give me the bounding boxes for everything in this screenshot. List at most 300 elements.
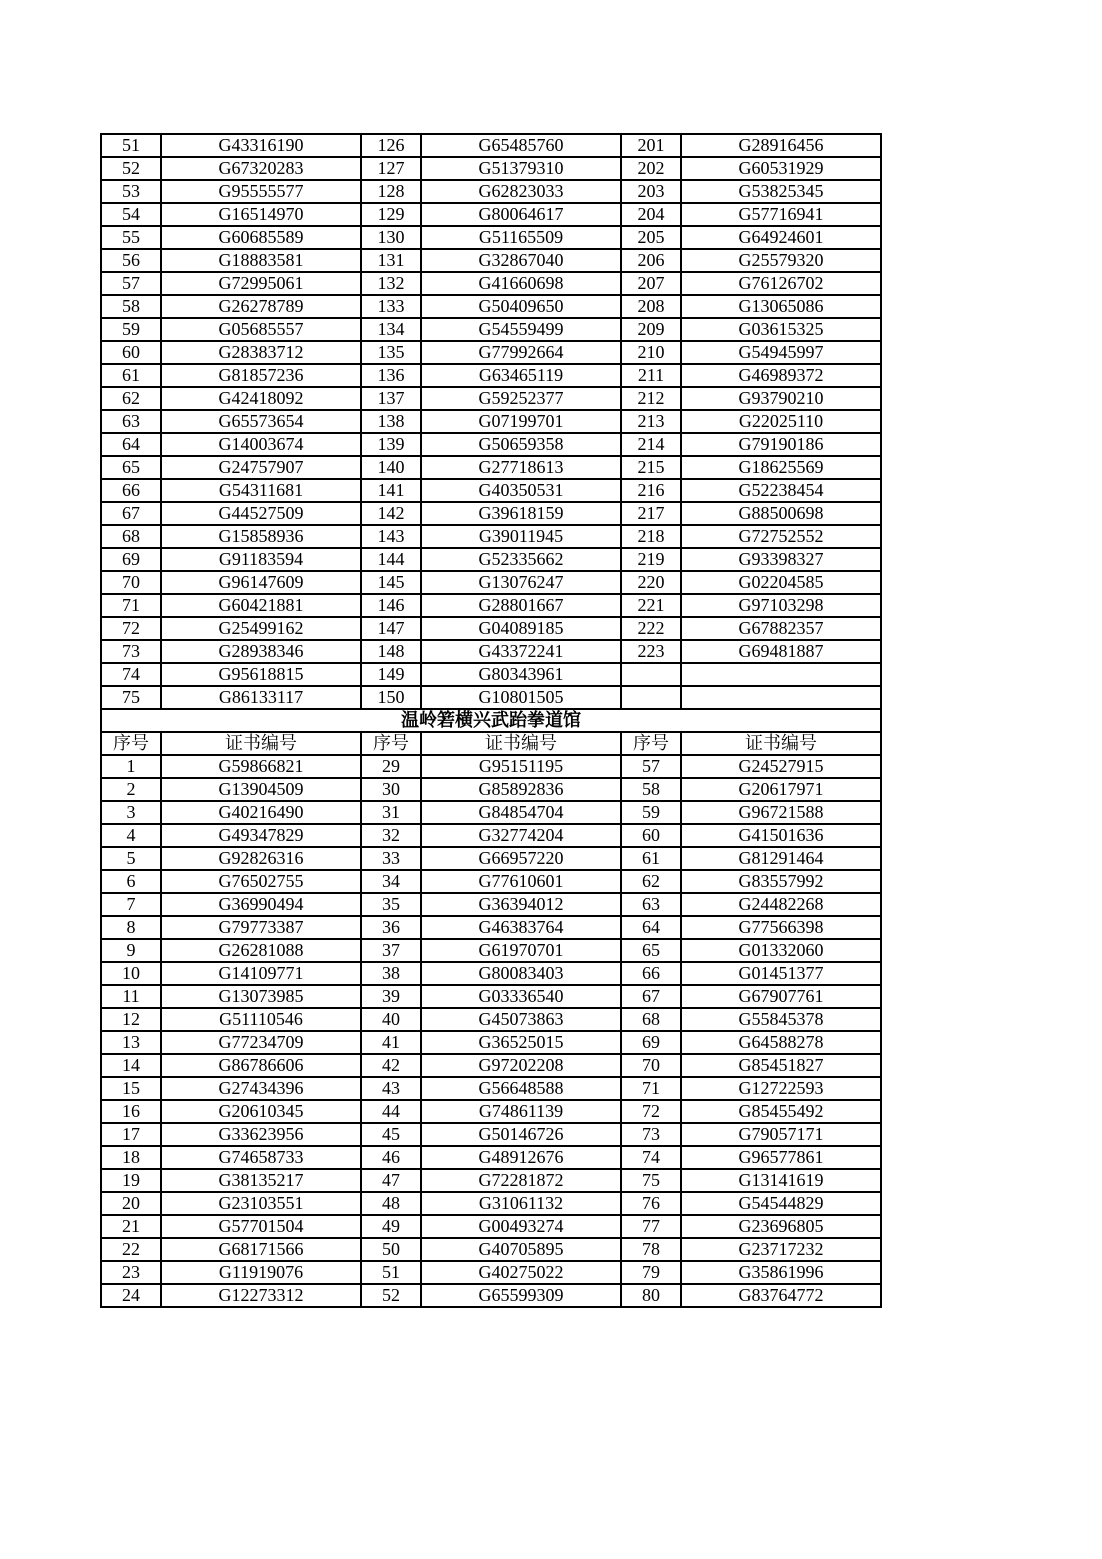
certificate-number-cell: G77566398 xyxy=(681,916,881,939)
certificate-number-cell: G25579320 xyxy=(681,249,881,272)
serial-number-cell: 142 xyxy=(361,502,421,525)
serial-number-cell: 79 xyxy=(621,1261,681,1284)
serial-number-cell: 203 xyxy=(621,180,681,203)
certificate-number-cell: G02204585 xyxy=(681,571,881,594)
serial-number-cell: 47 xyxy=(361,1169,421,1192)
certificate-number-cell: G51379310 xyxy=(421,157,621,180)
serial-number-cell: 16 xyxy=(101,1100,161,1123)
certificate-number-cell: G57716941 xyxy=(681,203,881,226)
serial-number-cell xyxy=(621,686,681,709)
serial-number-cell: 222 xyxy=(621,617,681,640)
serial-number-cell: 209 xyxy=(621,318,681,341)
serial-number-cell: 37 xyxy=(361,939,421,962)
certificate-number-cell: G92826316 xyxy=(161,847,361,870)
serial-number-cell: 61 xyxy=(101,364,161,387)
serial-number-cell: 74 xyxy=(101,663,161,686)
serial-number-cell: 22 xyxy=(101,1238,161,1261)
certificate-number-cell: G24482268 xyxy=(681,893,881,916)
certificate-number-cell: G91183594 xyxy=(161,548,361,571)
certificate-number-cell: G69481887 xyxy=(681,640,881,663)
certificate-table xyxy=(100,133,882,1308)
table-row xyxy=(101,870,881,893)
certificate-number-cell: G45073863 xyxy=(421,1008,621,1031)
serial-number-cell: 212 xyxy=(621,387,681,410)
table-row xyxy=(101,1100,881,1123)
certificate-number-cell: G01451377 xyxy=(681,962,881,985)
serial-number-cell: 35 xyxy=(361,893,421,916)
serial-number-cell: 15 xyxy=(101,1077,161,1100)
certificate-number-cell: G13073985 xyxy=(161,985,361,1008)
serial-number-cell: 69 xyxy=(621,1031,681,1054)
serial-number-cell: 31 xyxy=(361,801,421,824)
serial-number-cell: 44 xyxy=(361,1100,421,1123)
serial-number-cell: 3 xyxy=(101,801,161,824)
serial-number-cell: 135 xyxy=(361,341,421,364)
serial-number-cell: 58 xyxy=(621,778,681,801)
table-row xyxy=(101,1261,881,1284)
certificate-number-cell: G60421881 xyxy=(161,594,361,617)
serial-number-cell: 14 xyxy=(101,1054,161,1077)
table-row xyxy=(101,1238,881,1261)
serial-number-cell: 2 xyxy=(101,778,161,801)
certificate-number-cell: G52238454 xyxy=(681,479,881,502)
certificate-number-cell: G43372241 xyxy=(421,640,621,663)
certificate-number-cell: G67320283 xyxy=(161,157,361,180)
certificate-number-cell: G40216490 xyxy=(161,801,361,824)
header-serial-number: 序号 xyxy=(101,732,161,755)
table-row xyxy=(101,1215,881,1238)
serial-number-cell: 73 xyxy=(621,1123,681,1146)
serial-number-cell: 128 xyxy=(361,180,421,203)
serial-number-cell: 149 xyxy=(361,663,421,686)
certificate-number-cell: G31061132 xyxy=(421,1192,621,1215)
certificate-number-cell: G13065086 xyxy=(681,295,881,318)
serial-number-cell: 9 xyxy=(101,939,161,962)
table-row xyxy=(101,824,881,847)
table-row xyxy=(101,318,881,341)
table-row xyxy=(101,387,881,410)
serial-number-cell: 71 xyxy=(621,1077,681,1100)
table-row xyxy=(101,157,881,180)
certificate-number-cell: G15858936 xyxy=(161,525,361,548)
serial-number-cell: 134 xyxy=(361,318,421,341)
table-row xyxy=(101,479,881,502)
serial-number-cell: 75 xyxy=(621,1169,681,1192)
certificate-number-cell: G54559499 xyxy=(421,318,621,341)
serial-number-cell: 219 xyxy=(621,548,681,571)
serial-number-cell: 78 xyxy=(621,1238,681,1261)
certificate-number-cell: G83764772 xyxy=(681,1284,881,1307)
serial-number-cell: 208 xyxy=(621,295,681,318)
serial-number-cell: 8 xyxy=(101,916,161,939)
certificate-number-cell: G81291464 xyxy=(681,847,881,870)
certificate-number-cell: G32774204 xyxy=(421,824,621,847)
certificate-number-cell: G28383712 xyxy=(161,341,361,364)
certificate-number-cell: G38135217 xyxy=(161,1169,361,1192)
serial-number-cell: 73 xyxy=(101,640,161,663)
serial-number-cell: 127 xyxy=(361,157,421,180)
certificate-number-cell: G93398327 xyxy=(681,548,881,571)
certificate-number-cell: G11919076 xyxy=(161,1261,361,1284)
certificate-number-cell: G27434396 xyxy=(161,1077,361,1100)
table-row xyxy=(101,939,881,962)
certificate-number-cell: G80083403 xyxy=(421,962,621,985)
serial-number-cell: 51 xyxy=(101,134,161,157)
table-row xyxy=(101,364,881,387)
serial-number-cell: 52 xyxy=(361,1284,421,1307)
table-row xyxy=(101,272,881,295)
certificate-number-cell: G22025110 xyxy=(681,410,881,433)
serial-number-cell: 77 xyxy=(621,1215,681,1238)
certificate-number-cell: G97103298 xyxy=(681,594,881,617)
certificate-number-cell: G83557992 xyxy=(681,870,881,893)
certificate-number-cell: G00493274 xyxy=(421,1215,621,1238)
certificate-number-cell: G95618815 xyxy=(161,663,361,686)
certificate-number-cell: G03336540 xyxy=(421,985,621,1008)
table-row xyxy=(101,686,881,709)
certificate-number-cell: G23717232 xyxy=(681,1238,881,1261)
certificate-number-cell: G50146726 xyxy=(421,1123,621,1146)
serial-number-cell: 68 xyxy=(621,1008,681,1031)
certificate-number-cell: G54311681 xyxy=(161,479,361,502)
certificate-number-cell: G39618159 xyxy=(421,502,621,525)
certificate-number-cell: G85455492 xyxy=(681,1100,881,1123)
certificate-number-cell: G59866821 xyxy=(161,755,361,778)
certificate-number-cell: G48912676 xyxy=(421,1146,621,1169)
serial-number-cell: 20 xyxy=(101,1192,161,1215)
table-row xyxy=(101,525,881,548)
table-row xyxy=(101,1077,881,1100)
certificate-number-cell: G36525015 xyxy=(421,1031,621,1054)
serial-number-cell: 72 xyxy=(621,1100,681,1123)
certificate-number-cell: G18883581 xyxy=(161,249,361,272)
certificate-number-cell: G36990494 xyxy=(161,893,361,916)
table-row xyxy=(101,203,881,226)
certificate-number-cell: G79773387 xyxy=(161,916,361,939)
certificate-number-cell: G85892836 xyxy=(421,778,621,801)
table-row xyxy=(101,1146,881,1169)
serial-number-cell: 143 xyxy=(361,525,421,548)
certificate-number-cell: G81857236 xyxy=(161,364,361,387)
serial-number-cell: 218 xyxy=(621,525,681,548)
certificate-number-cell: G51165509 xyxy=(421,226,621,249)
certificate-number-cell: G72281872 xyxy=(421,1169,621,1192)
serial-number-cell: 74 xyxy=(621,1146,681,1169)
serial-number-cell: 63 xyxy=(101,410,161,433)
serial-number-cell: 32 xyxy=(361,824,421,847)
serial-number-cell: 131 xyxy=(361,249,421,272)
header-certificate-number: 证书编号 xyxy=(421,732,621,755)
section-title-row xyxy=(101,709,881,732)
serial-number-cell: 33 xyxy=(361,847,421,870)
serial-number-cell: 70 xyxy=(621,1054,681,1077)
header-certificate-number: 证书编号 xyxy=(161,732,361,755)
serial-number-cell: 146 xyxy=(361,594,421,617)
serial-number-cell: 51 xyxy=(361,1261,421,1284)
certificate-number-cell: G88500698 xyxy=(681,502,881,525)
serial-number-cell: 52 xyxy=(101,157,161,180)
table-row xyxy=(101,893,881,916)
serial-number-cell: 210 xyxy=(621,341,681,364)
serial-number-cell: 150 xyxy=(361,686,421,709)
certificate-number-cell: G54945997 xyxy=(681,341,881,364)
serial-number-cell: 62 xyxy=(101,387,161,410)
serial-number-cell: 24 xyxy=(101,1284,161,1307)
certificate-number-cell: G60685589 xyxy=(161,226,361,249)
certificate-number-cell xyxy=(681,686,881,709)
certificate-number-cell: G85451827 xyxy=(681,1054,881,1077)
serial-number-cell: 70 xyxy=(101,571,161,594)
serial-number-cell: 137 xyxy=(361,387,421,410)
table-row xyxy=(101,249,881,272)
serial-number-cell xyxy=(621,663,681,686)
certificate-number-cell: G65573654 xyxy=(161,410,361,433)
serial-number-cell: 6 xyxy=(101,870,161,893)
table-row xyxy=(101,778,881,801)
serial-number-cell: 60 xyxy=(621,824,681,847)
certificate-number-cell: G03615325 xyxy=(681,318,881,341)
certificate-number-cell: G26281088 xyxy=(161,939,361,962)
certificate-number-cell: G65485760 xyxy=(421,134,621,157)
serial-number-cell: 132 xyxy=(361,272,421,295)
serial-number-cell: 30 xyxy=(361,778,421,801)
certificate-number-cell: G51110546 xyxy=(161,1008,361,1031)
certificate-number-cell: G49347829 xyxy=(161,824,361,847)
certificate-number-cell: G05685557 xyxy=(161,318,361,341)
certificate-number-cell: G26278789 xyxy=(161,295,361,318)
serial-number-cell: 66 xyxy=(621,962,681,985)
certificate-number-cell: G80343961 xyxy=(421,663,621,686)
serial-number-cell: 67 xyxy=(621,985,681,1008)
certificate-number-cell: G13076247 xyxy=(421,571,621,594)
table-row xyxy=(101,1031,881,1054)
serial-number-cell: 71 xyxy=(101,594,161,617)
serial-number-cell: 42 xyxy=(361,1054,421,1077)
serial-number-cell: 214 xyxy=(621,433,681,456)
certificate-number-cell: G52335662 xyxy=(421,548,621,571)
serial-number-cell: 41 xyxy=(361,1031,421,1054)
certificate-number-cell: G50409650 xyxy=(421,295,621,318)
serial-number-cell: 64 xyxy=(621,916,681,939)
serial-number-cell: 11 xyxy=(101,985,161,1008)
serial-number-cell: 5 xyxy=(101,847,161,870)
table-row xyxy=(101,594,881,617)
certificate-number-cell: G97202208 xyxy=(421,1054,621,1077)
serial-number-cell: 147 xyxy=(361,617,421,640)
table-row xyxy=(101,916,881,939)
table-row xyxy=(101,433,881,456)
serial-number-cell: 45 xyxy=(361,1123,421,1146)
certificate-number-cell: G72995061 xyxy=(161,272,361,295)
certificate-number-cell: G46383764 xyxy=(421,916,621,939)
serial-number-cell: 67 xyxy=(101,502,161,525)
serial-number-cell: 201 xyxy=(621,134,681,157)
serial-number-cell: 140 xyxy=(361,456,421,479)
certificate-number-cell: G04089185 xyxy=(421,617,621,640)
certificate-number-cell: G10801505 xyxy=(421,686,621,709)
serial-number-cell: 36 xyxy=(361,916,421,939)
serial-number-cell: 80 xyxy=(621,1284,681,1307)
certificate-number-cell: G28801667 xyxy=(421,594,621,617)
certificate-number-cell: G13141619 xyxy=(681,1169,881,1192)
certificate-number-cell: G64588278 xyxy=(681,1031,881,1054)
serial-number-cell: 13 xyxy=(101,1031,161,1054)
certificate-number-cell: G46989372 xyxy=(681,364,881,387)
serial-number-cell: 217 xyxy=(621,502,681,525)
serial-number-cell: 136 xyxy=(361,364,421,387)
serial-number-cell: 23 xyxy=(101,1261,161,1284)
serial-number-cell: 205 xyxy=(621,226,681,249)
serial-number-cell: 40 xyxy=(361,1008,421,1031)
table-row xyxy=(101,341,881,364)
header-certificate-number: 证书编号 xyxy=(681,732,881,755)
serial-number-cell: 144 xyxy=(361,548,421,571)
certificate-number-cell: G36394012 xyxy=(421,893,621,916)
serial-number-cell: 204 xyxy=(621,203,681,226)
certificate-number-cell: G63465119 xyxy=(421,364,621,387)
certificate-number-cell: G76126702 xyxy=(681,272,881,295)
table-row xyxy=(101,1192,881,1215)
serial-number-cell: 126 xyxy=(361,134,421,157)
certificate-number-cell: G74658733 xyxy=(161,1146,361,1169)
certificate-number-cell: G79057171 xyxy=(681,1123,881,1146)
certificate-number-cell: G44527509 xyxy=(161,502,361,525)
certificate-number-cell: G41660698 xyxy=(421,272,621,295)
serial-number-cell: 220 xyxy=(621,571,681,594)
table-row xyxy=(101,548,881,571)
table-row xyxy=(101,801,881,824)
certificate-number-cell: G39011945 xyxy=(421,525,621,548)
certificate-number-cell: G80064617 xyxy=(421,203,621,226)
serial-number-cell: 54 xyxy=(101,203,161,226)
serial-number-cell: 48 xyxy=(361,1192,421,1215)
serial-number-cell: 1 xyxy=(101,755,161,778)
serial-number-cell: 75 xyxy=(101,686,161,709)
certificate-number-cell: G67882357 xyxy=(681,617,881,640)
serial-number-cell: 43 xyxy=(361,1077,421,1100)
table-row xyxy=(101,1123,881,1146)
serial-number-cell: 17 xyxy=(101,1123,161,1146)
serial-number-cell: 59 xyxy=(621,801,681,824)
header-row xyxy=(101,732,881,755)
certificate-number-cell: G68171566 xyxy=(161,1238,361,1261)
serial-number-cell: 55 xyxy=(101,226,161,249)
certificate-number-cell: G86786606 xyxy=(161,1054,361,1077)
serial-number-cell: 61 xyxy=(621,847,681,870)
serial-number-cell: 59 xyxy=(101,318,161,341)
serial-number-cell: 29 xyxy=(361,755,421,778)
header-serial-number: 序号 xyxy=(621,732,681,755)
certificate-number-cell: G40705895 xyxy=(421,1238,621,1261)
serial-number-cell: 62 xyxy=(621,870,681,893)
serial-number-cell: 7 xyxy=(101,893,161,916)
certificate-number-cell: G96577861 xyxy=(681,1146,881,1169)
serial-number-cell: 38 xyxy=(361,962,421,985)
table-row xyxy=(101,985,881,1008)
serial-number-cell: 21 xyxy=(101,1215,161,1238)
certificate-number-cell: G20610345 xyxy=(161,1100,361,1123)
certificate-number-cell: G33623956 xyxy=(161,1123,361,1146)
serial-number-cell: 34 xyxy=(361,870,421,893)
certificate-number-cell: G12722593 xyxy=(681,1077,881,1100)
certificate-number-cell: G40350531 xyxy=(421,479,621,502)
certificate-number-cell: G57701504 xyxy=(161,1215,361,1238)
serial-number-cell: 49 xyxy=(361,1215,421,1238)
certificate-number-cell: G77992664 xyxy=(421,341,621,364)
table-row xyxy=(101,1054,881,1077)
certificate-number-cell: G59252377 xyxy=(421,387,621,410)
serial-number-cell: 141 xyxy=(361,479,421,502)
certificate-number-cell: G16514970 xyxy=(161,203,361,226)
table-row xyxy=(101,1169,881,1192)
serial-number-cell: 63 xyxy=(621,893,681,916)
certificate-number-cell: G86133117 xyxy=(161,686,361,709)
certificate-number-cell: G01332060 xyxy=(681,939,881,962)
certificate-number-cell: G96147609 xyxy=(161,571,361,594)
serial-number-cell: 66 xyxy=(101,479,161,502)
table-row xyxy=(101,663,881,686)
certificate-number-cell: G55845378 xyxy=(681,1008,881,1031)
table-row xyxy=(101,962,881,985)
certificate-number-cell: G77234709 xyxy=(161,1031,361,1054)
table-row xyxy=(101,502,881,525)
table-row xyxy=(101,571,881,594)
certificate-number-cell: G40275022 xyxy=(421,1261,621,1284)
serial-number-cell: 46 xyxy=(361,1146,421,1169)
serial-number-cell: 207 xyxy=(621,272,681,295)
serial-number-cell: 148 xyxy=(361,640,421,663)
certificate-number-cell: G66957220 xyxy=(421,847,621,870)
certificate-number-cell: G77610601 xyxy=(421,870,621,893)
table-row xyxy=(101,410,881,433)
certificate-number-cell: G42418092 xyxy=(161,387,361,410)
certificate-number-cell: G54544829 xyxy=(681,1192,881,1215)
serial-number-cell: 213 xyxy=(621,410,681,433)
serial-number-cell: 19 xyxy=(101,1169,161,1192)
certificate-number-cell: G27718613 xyxy=(421,456,621,479)
serial-number-cell: 57 xyxy=(621,755,681,778)
serial-number-cell: 10 xyxy=(101,962,161,985)
serial-number-cell: 58 xyxy=(101,295,161,318)
serial-number-cell: 57 xyxy=(101,272,161,295)
certificate-number-cell: G24757907 xyxy=(161,456,361,479)
certificate-number-cell: G20617971 xyxy=(681,778,881,801)
certificate-number-cell: G84854704 xyxy=(421,801,621,824)
table-row xyxy=(101,180,881,203)
serial-number-cell: 221 xyxy=(621,594,681,617)
serial-number-cell: 53 xyxy=(101,180,161,203)
certificate-number-cell: G32867040 xyxy=(421,249,621,272)
certificate-number-cell: G18625569 xyxy=(681,456,881,479)
serial-number-cell: 133 xyxy=(361,295,421,318)
certificate-number-cell: G61970701 xyxy=(421,939,621,962)
serial-number-cell: 50 xyxy=(361,1238,421,1261)
certificate-number-cell: G64924601 xyxy=(681,226,881,249)
certificate-number-cell: G24527915 xyxy=(681,755,881,778)
certificate-number-cell: G25499162 xyxy=(161,617,361,640)
serial-number-cell: 64 xyxy=(101,433,161,456)
serial-number-cell: 216 xyxy=(621,479,681,502)
serial-number-cell: 68 xyxy=(101,525,161,548)
certificate-number-cell: G96721588 xyxy=(681,801,881,824)
serial-number-cell: 223 xyxy=(621,640,681,663)
certificate-number-cell: G41501636 xyxy=(681,824,881,847)
certificate-number-cell: G14003674 xyxy=(161,433,361,456)
header-serial-number: 序号 xyxy=(361,732,421,755)
certificate-number-cell: G35861996 xyxy=(681,1261,881,1284)
certificate-number-cell: G28916456 xyxy=(681,134,881,157)
certificate-number-cell: G65599309 xyxy=(421,1284,621,1307)
